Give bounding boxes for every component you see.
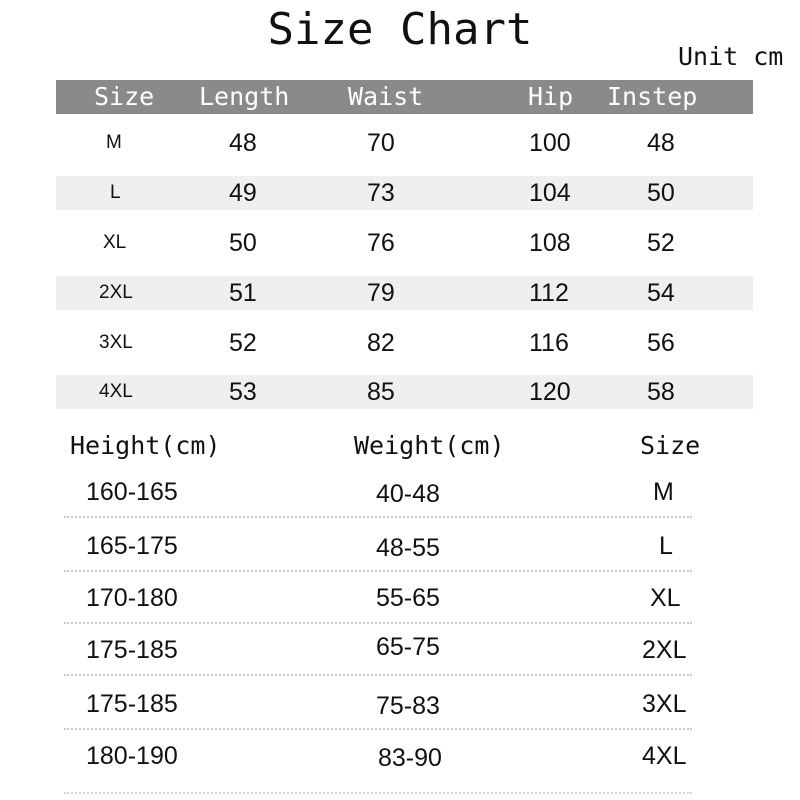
cell-weight: 55-65: [376, 584, 440, 612]
table-row: [0, 578, 800, 618]
table-row: [56, 226, 753, 260]
header-height: Height(cm): [70, 431, 221, 460]
cell-hip: 104: [529, 179, 571, 207]
header-weight: Weight(cm): [354, 431, 505, 460]
cell-size: 3XL: [99, 332, 133, 353]
bottom-divider: [64, 792, 692, 794]
header-size: Size: [640, 431, 701, 460]
table-row: [0, 472, 800, 512]
cell-hip: 100: [529, 129, 571, 157]
cell-weight: 65-75: [376, 633, 440, 661]
table-row: [0, 526, 800, 566]
cell-size: 4XL: [642, 742, 687, 770]
cell-size: 2XL: [99, 282, 133, 303]
cell-weight: 83-90: [378, 744, 442, 772]
row-divider: [64, 570, 692, 572]
cell-size: M: [106, 132, 122, 153]
cell-hip: 112: [529, 279, 569, 307]
cell-weight: 48-55: [376, 534, 440, 562]
table-row: [56, 326, 753, 360]
cell-instep: 52: [647, 229, 675, 257]
table-row: [56, 276, 753, 310]
measurements-header-row: [56, 80, 753, 114]
row-divider: [64, 516, 692, 518]
header-instep: Instep: [607, 82, 698, 111]
cell-length: 51: [229, 279, 257, 307]
cell-height: 175-185: [86, 636, 178, 664]
cell-size: 4XL: [99, 381, 133, 402]
cell-instep: 54: [647, 279, 675, 307]
header-size: Size: [94, 82, 155, 111]
cell-height: 175-185: [86, 690, 178, 718]
cell-length: 48: [229, 129, 257, 157]
cell-size: L: [659, 532, 673, 560]
cell-size: XL: [650, 584, 681, 612]
cell-waist: 79: [367, 279, 395, 307]
header-hip: Hip: [528, 82, 574, 111]
cell-height: 170-180: [86, 584, 178, 612]
cell-hip: 116: [529, 329, 569, 357]
cell-size: M: [653, 478, 674, 506]
cell-length: 50: [229, 229, 257, 257]
cell-instep: 56: [647, 329, 675, 357]
cell-size: 3XL: [642, 690, 687, 718]
unit-label: Unit cm: [678, 42, 784, 71]
table-row: [56, 176, 753, 210]
cell-height: 165-175: [86, 532, 178, 560]
cell-hip: 108: [529, 229, 571, 257]
cell-instep: 48: [647, 129, 675, 157]
table-row: [0, 684, 800, 724]
cell-size: XL: [103, 232, 127, 253]
cell-height: 180-190: [86, 742, 178, 770]
cell-length: 49: [229, 179, 257, 207]
page-title: Size Chart: [267, 4, 533, 55]
header-length: Length: [199, 82, 290, 111]
cell-waist: 76: [367, 229, 395, 257]
cell-length: 52: [229, 329, 257, 357]
table-row: [56, 375, 753, 409]
cell-instep: 50: [647, 179, 675, 207]
cell-weight: 75-83: [376, 692, 440, 720]
cell-length: 53: [229, 378, 257, 406]
cell-height: 160-165: [86, 478, 178, 506]
cell-waist: 82: [367, 329, 395, 357]
cell-instep: 58: [647, 378, 675, 406]
row-divider: [64, 674, 692, 676]
table-row: [0, 736, 800, 776]
cell-weight: 40-48: [376, 480, 440, 508]
cell-size: 2XL: [642, 636, 687, 664]
cell-waist: 70: [367, 129, 395, 157]
row-divider: [64, 622, 692, 624]
row-divider: [64, 728, 692, 730]
table-row: [0, 630, 800, 670]
cell-hip: 120: [529, 378, 571, 406]
cell-waist: 85: [367, 378, 395, 406]
cell-waist: 73: [367, 179, 395, 207]
header-waist: Waist: [348, 82, 424, 111]
cell-size: L: [110, 182, 121, 203]
table-row: [56, 126, 753, 160]
